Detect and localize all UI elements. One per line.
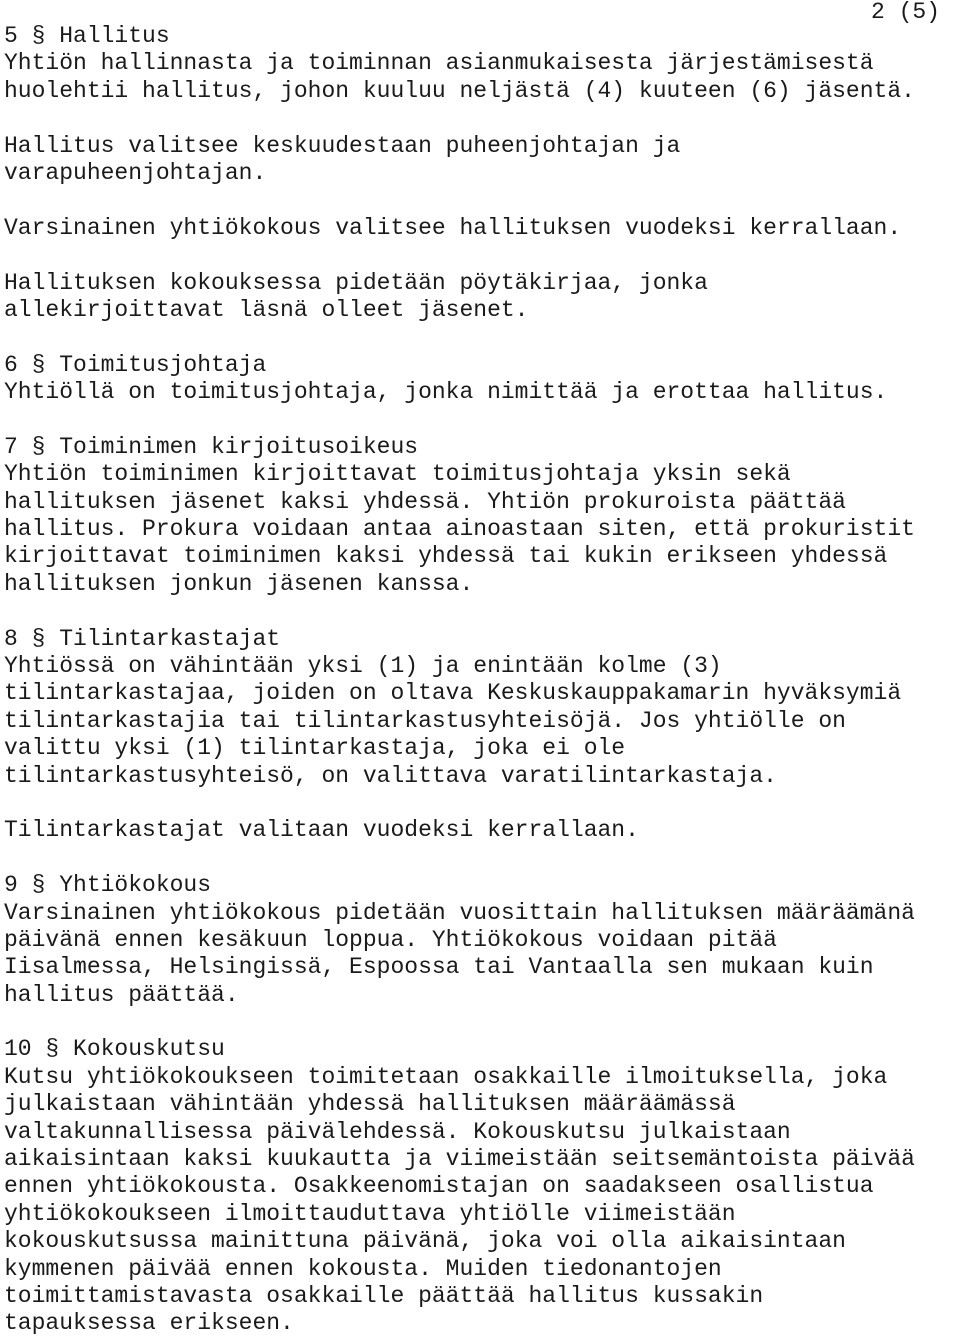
page-number: 2 (5) — [871, 0, 941, 25]
paragraph — [4, 872, 956, 1009]
text-line: Yhtiön hallinnasta ja toiminnan asianmukaisesta järjestämisestä — [4, 50, 874, 77]
text-line: toimittamistavasta osakkaille päättää hallitus kussakin — [4, 1282, 764, 1309]
section-heading: 5 § Hallitus — [4, 23, 170, 49]
paragraph-gap — [4, 406, 956, 433]
text-line: Iisalmessa, Helsingissä, Espoossa tai Vantaalla sen mukaan kuin — [4, 954, 874, 981]
text-line: kymmenen päivää ennen kokousta. Muiden tiedonantojen — [4, 1255, 722, 1282]
text-line: hallitus. Prokura voidaan antaa ainoastaan siten, että prokuristit — [4, 516, 915, 543]
text-line: julkaistaan vähintään yhdessä hallituksen määräämässä — [4, 1091, 736, 1118]
paragraph — [4, 434, 956, 598]
text-line: hallitus päättää. — [4, 981, 239, 1008]
paragraph-gap — [4, 242, 956, 269]
text-line: valittu yksi (1) tilintarkastaja, joka ei ole — [4, 735, 626, 762]
text-line: valtakunnallisessa päivälehdessä. Kokouskutsu julkaistaan — [4, 1118, 791, 1145]
text-line: kirjoittavat toiminimen kaksi yhdessä tai kukin erikseen yhdessä — [4, 543, 888, 570]
text-line: tilintarkastusyhteisö, on valittava varatilintarkastaja. — [4, 762, 777, 789]
paragraph — [4, 133, 956, 188]
text-line: huolehtii hallitus, johon kuuluu neljästä (4) kuuteen (6) jäsentä. — [4, 77, 915, 104]
section-heading: 10 § Kokouskutsu — [4, 1036, 225, 1063]
paragraph — [4, 817, 956, 844]
paragraph — [4, 352, 956, 407]
section-heading: 9 § Yhtiökokous — [4, 872, 212, 899]
text-line: aikaisintaan kaksi kuukautta ja viimeistään seitsemäntoista päivää — [4, 1146, 915, 1173]
text-line: Kutsu yhtiökokoukseen toimitetaan osakkaille ilmoituksella, joka — [4, 1063, 888, 1090]
text-line: yhtiökokoukseen ilmoittauduttava yhtiölle viimeistään — [4, 1200, 736, 1227]
paragraph-gap — [4, 598, 956, 625]
text-line: tilintarkastajaa, joiden on oltava Keskuskauppakamarin hyväksymiä — [4, 680, 902, 707]
text-line: allekirjoittavat läsnä olleet jäsenet. — [4, 296, 529, 323]
text-line: Varsinainen yhtiökokous valitsee hallituksen vuodeksi kerrallaan. — [4, 214, 902, 241]
text-line: Hallitus valitsee keskuudestaan puheenjohtajan ja — [4, 132, 681, 159]
text-line: Varsinainen yhtiökokous pidetään vuosittain hallituksen määräämänä — [4, 899, 915, 926]
document-body — [4, 23, 956, 1338]
paragraph-gap — [4, 790, 956, 817]
paragraph — [4, 215, 956, 242]
text-line: hallituksen jonkun jäsenen kanssa. — [4, 570, 474, 597]
paragraph-gap — [4, 187, 956, 214]
paragraph — [4, 1036, 956, 1337]
text-line: Yhtiöllä on toimitusjohtaja, jonka nimittää ja erottaa hallitus. — [4, 379, 888, 406]
paragraph-gap — [4, 845, 956, 872]
text-line: päivänä ennen kesäkuun loppua. Yhtiökokous voidaan pitää — [4, 926, 777, 953]
text-line: tapauksessa erikseen. — [4, 1310, 294, 1337]
section-heading: 7 § Toiminimen kirjoitusoikeus — [4, 433, 419, 460]
text-line: Yhtiön toiminimen kirjoittavat toimitusjohtaja yksin sekä — [4, 461, 791, 488]
paragraph-gap — [4, 105, 956, 132]
paragraph-gap — [4, 324, 956, 351]
paragraph-gap — [4, 1009, 956, 1036]
text-line: hallituksen jäsenet kaksi yhdessä. Yhtiön prokuroista päättää — [4, 488, 846, 515]
paragraph — [4, 23, 956, 105]
text-line: Yhtiössä on vähintään yksi (1) ja enintään kolme (3) — [4, 652, 722, 679]
text-line: tilintarkastajia tai tilintarkastusyhteisöjä. Jos yhtiölle on — [4, 707, 846, 734]
text-line: ennen yhtiökokousta. Osakkeenomistajan on saadakseen osallistua — [4, 1173, 874, 1200]
paragraph — [4, 270, 956, 325]
paragraph — [4, 626, 956, 790]
text-line: kokouskutsussa mainittuna päivänä, joka voi olla aikaisintaan — [4, 1228, 846, 1255]
text-line: Hallituksen kokouksessa pidetään pöytäkirjaa, jonka — [4, 269, 708, 296]
text-line: varapuheenjohtajan. — [4, 159, 267, 186]
section-heading: 8 § Tilintarkastajat — [4, 625, 281, 652]
text-line: Tilintarkastajat valitaan vuodeksi kerrallaan. — [4, 817, 639, 844]
section-heading: 6 § Toimitusjohtaja — [4, 351, 267, 378]
